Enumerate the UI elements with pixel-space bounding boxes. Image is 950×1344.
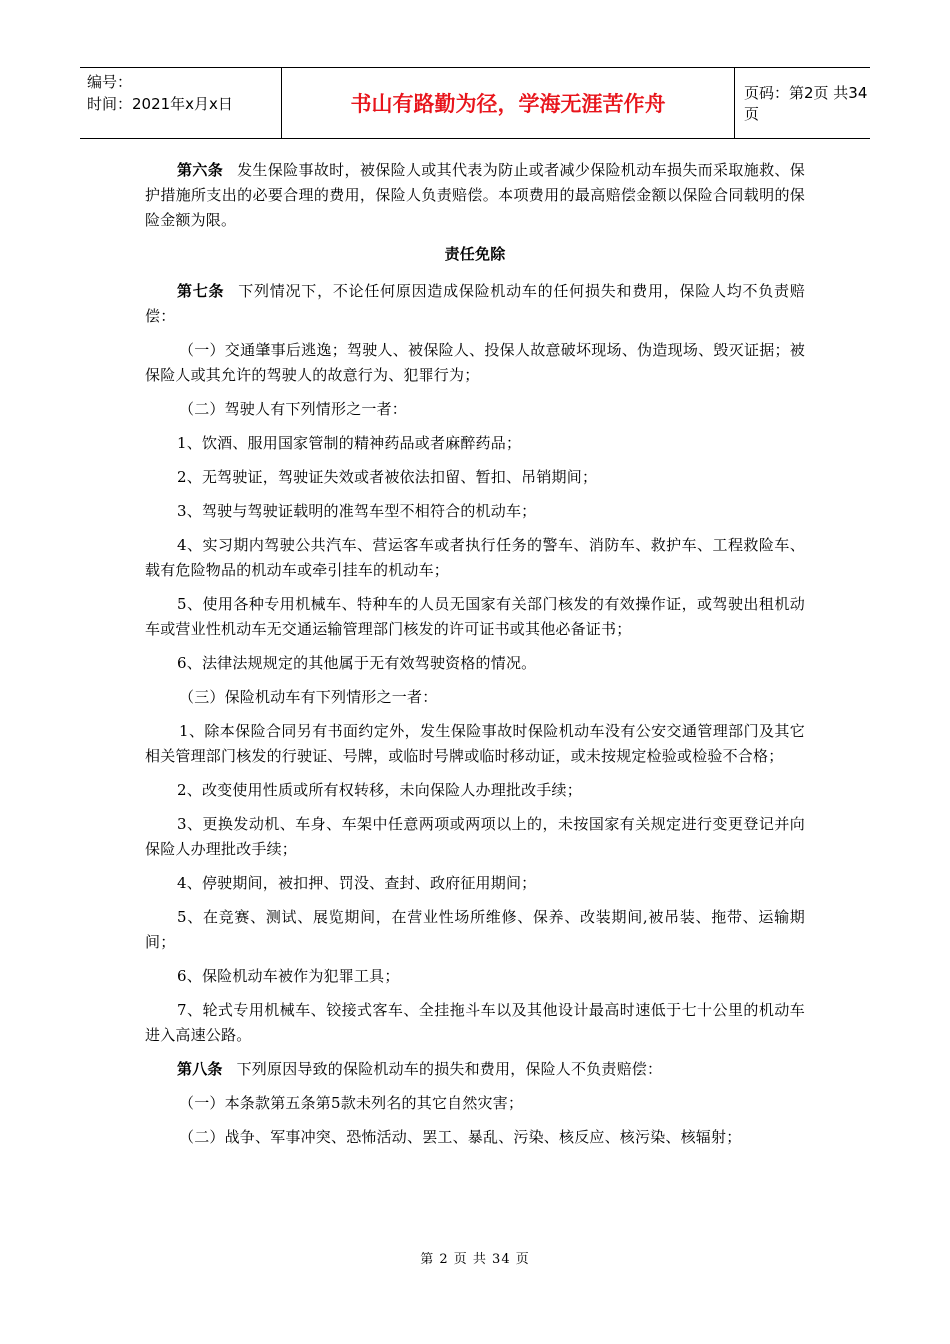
- clause-item: （一）交通肇事后逃逸；驾驶人、被保险人、投保人故意破坏现场、伪造现场、毁灭证据；被保险人或其允许的驾驶人的故意行为、犯罪行为；: [145, 341, 805, 384]
- article-7-text: 下列情况下，不论任何原因造成保险机动车的任何损失和费用，保险人均不负责赔偿：: [145, 282, 805, 325]
- section-title: 责任免除: [444, 245, 506, 263]
- clause-item: 6、保险机动车被作为犯罪工具；: [177, 967, 400, 985]
- page-footer: 第 2 页 共 34 页: [420, 1252, 530, 1267]
- clause-item: （二）驾驶人有下列情形之一者：: [179, 400, 408, 418]
- document-header: [80, 67, 870, 139]
- document-body: [145, 158, 805, 1159]
- article-8-title: 第八条: [177, 1060, 223, 1078]
- header-motto: 书山有路勤为径，学海无涯苦作舟: [282, 68, 735, 138]
- article-6-text: 发生保险事故时，被保险人或其代表为防止或者减少保险机动车损失而采取施救、保护措施所支出的必要合理的费用，保险人负责赔偿。本项费用的最高赔偿金额以保险合同载明的保险金额为限。: [145, 161, 805, 229]
- article-8-text: 下列原因导致的保险机动车的损失和费用，保险人不负责赔偿：: [236, 1060, 663, 1078]
- clause-item: 2、改变使用性质或所有权转移，未向保险人办理批改手续；: [177, 781, 582, 799]
- article-6-title: 第六条: [177, 161, 224, 179]
- clause-item: 3、更换发动机、车身、车架中任意两项或两项以上的，未按国家有关规定进行变更登记并向保险人办理批改手续；: [145, 815, 805, 858]
- clause-item: （三）保险机动车有下列情形之一者：: [179, 688, 438, 706]
- header-number-label: 编号：: [87, 73, 133, 91]
- clause-item: 7、轮式专用机械车、铰接式客车、全挂拖斗车以及其他设计最高时速低于七十公里的机动车进入高速公路。: [145, 1001, 805, 1044]
- clause-item: 3、驾驶与驾驶证载明的准驾车型不相符合的机动车；: [177, 502, 537, 520]
- clause-item: 5、在竞赛、测试、展览期间，在营业性场所维修、保养、改装期间,被吊装、拖带、运输期间；: [145, 908, 805, 951]
- clause-item: （二）战争、军事冲突、恐怖活动、罢工、暴乱、污染、核反应、核污染、核辐射；: [179, 1128, 742, 1146]
- clause-item: 4、停驶期间，被扣押、罚没、查封、政府征用期间；: [177, 874, 537, 892]
- clause-item: 4、实习期内驾驶公共汽车、营运客车或者执行任务的警车、消防车、救护车、工程救险车、载有危险物品的机动车或牵引挂车的机动车；: [145, 536, 805, 579]
- clause-item: 1、除本保险合同另有书面约定外，发生保险事故时保险机动车没有公安交通管理部门及其它相关管理部门核发的行驶证、号牌，或临时号牌或临时移动证，或未按规定检验或检验不合格；: [145, 722, 805, 765]
- article-8: [145, 1057, 805, 1082]
- clause-item: （一）本条款第五条第5款未列名的其它自然灾害；: [179, 1094, 524, 1112]
- header-page-info: 页码：第2页 共34页: [744, 84, 868, 123]
- clause-item: 6、法律法规规定的其他属于无有效驾驶资格的情况。: [177, 654, 537, 672]
- clause-item: 5、使用各种专用机械车、特种车的人员无国家有关部门核发的有效操作证，或驾驶出租机动车或营业性机动车无交通运输管理部门核发的许可证书或其他必备证书；: [145, 595, 805, 638]
- header-date-label: 时间：2021年x月x日: [87, 95, 233, 113]
- header-meta-cell: [80, 68, 282, 138]
- article-6: [145, 158, 805, 233]
- clause-item: 2、无驾驶证，驾驶证失效或者被依法扣留、暂扣、吊销期间；: [177, 468, 598, 486]
- clause-item: 1、饮酒、服用国家管制的精神药品或者麻醉药品；: [177, 434, 522, 452]
- article-7: [145, 279, 805, 329]
- article-7-title: 第七条: [177, 282, 225, 300]
